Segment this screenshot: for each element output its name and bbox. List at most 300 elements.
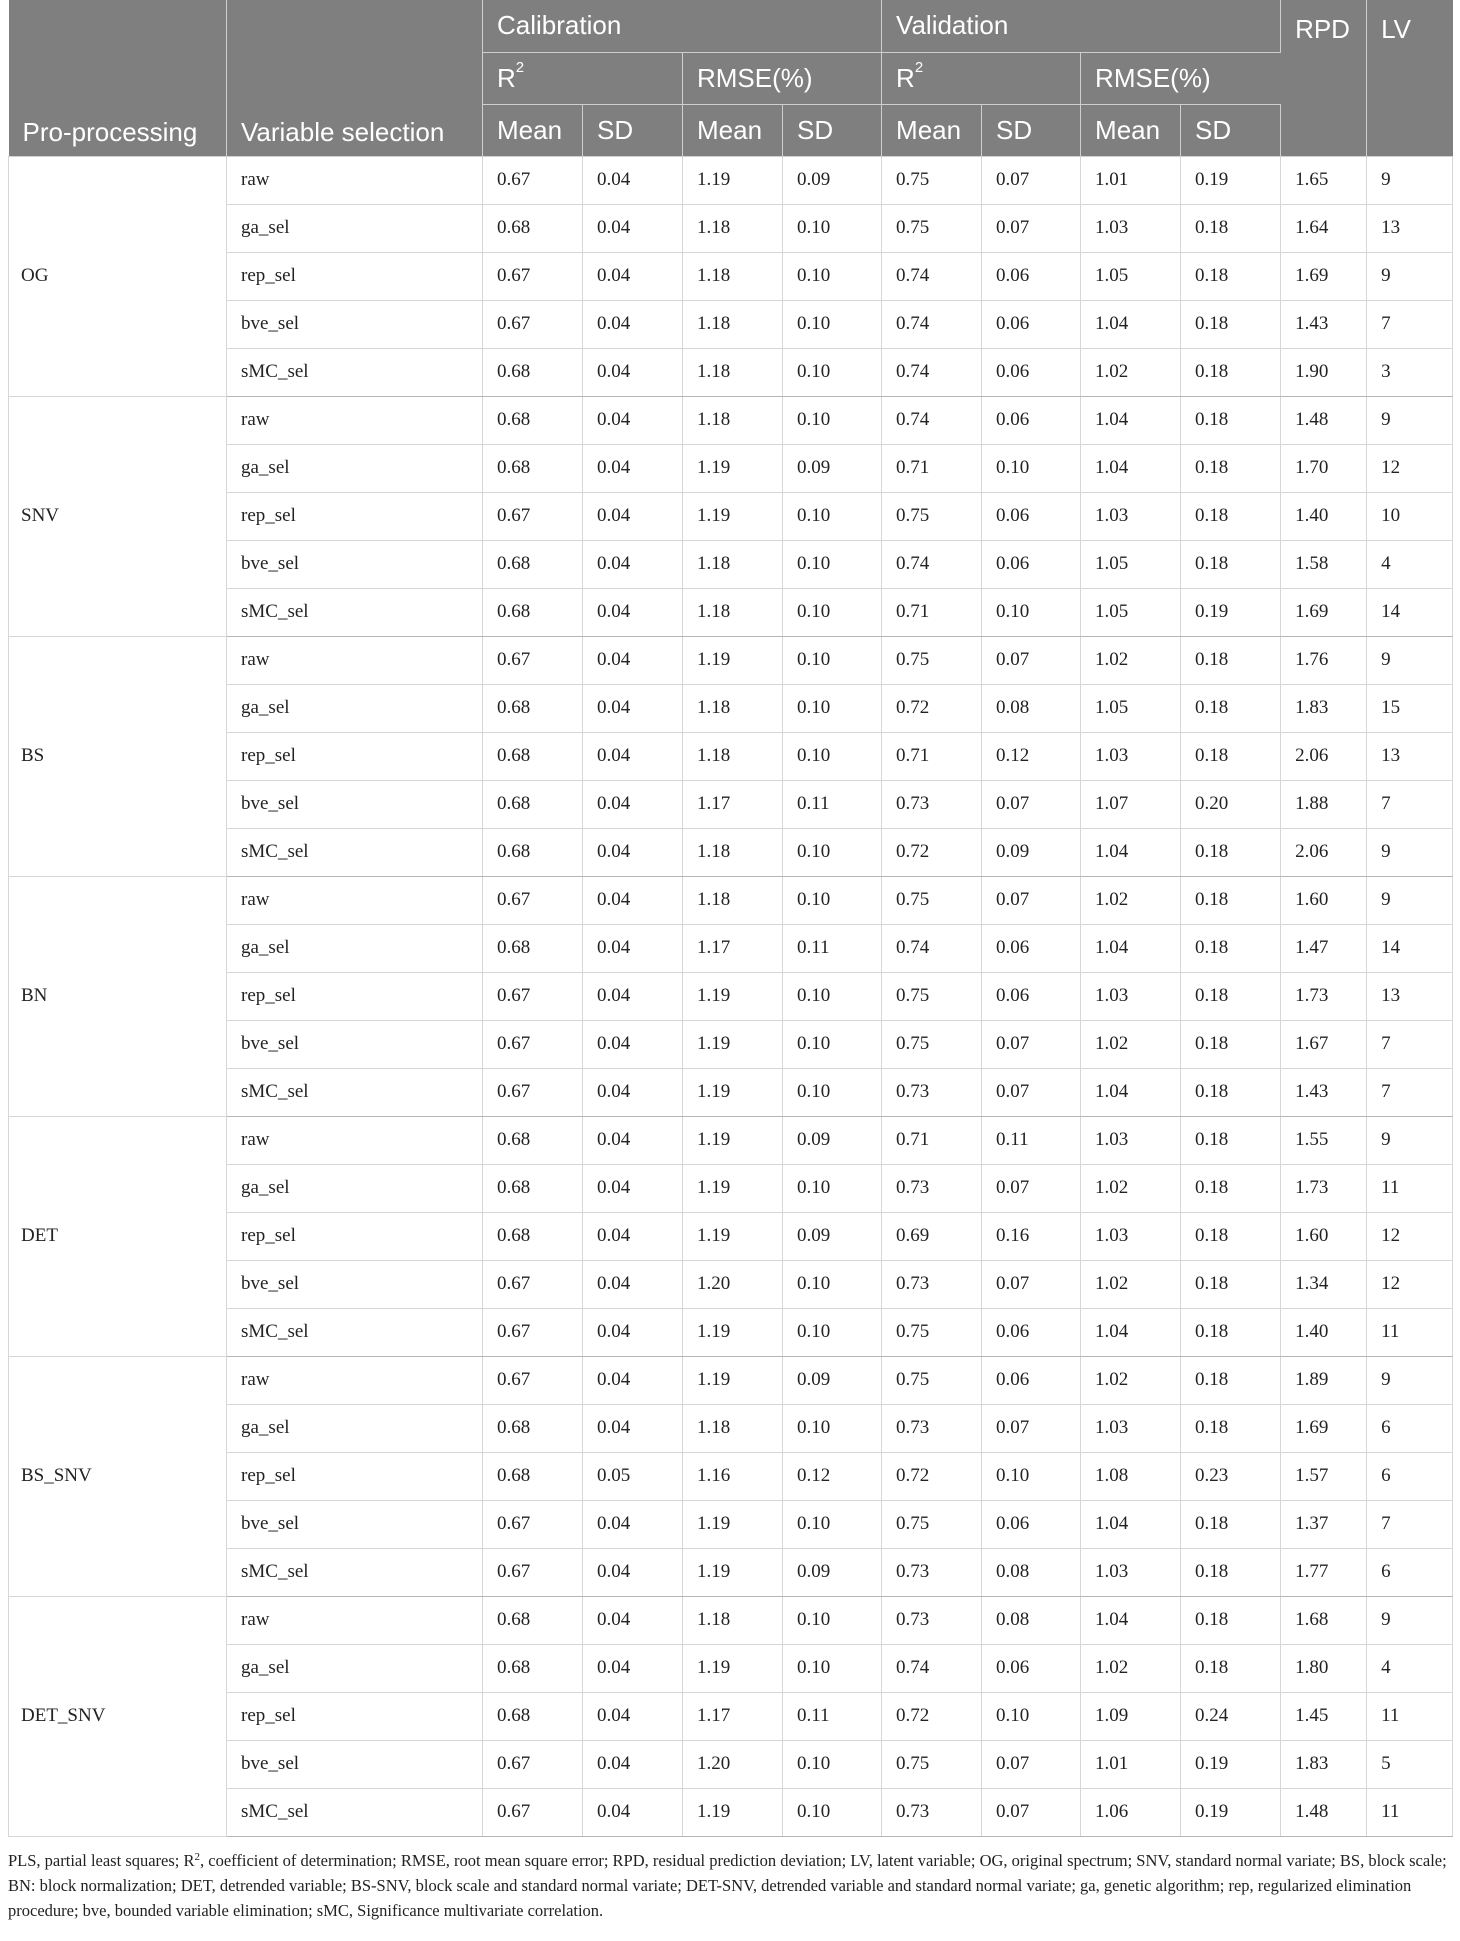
value-cell: 12 (1367, 1212, 1453, 1260)
header-cal-r2: $R^2$ (483, 52, 683, 104)
value-cell: 0.07 (982, 1020, 1081, 1068)
value-cell: 1.02 (1081, 876, 1181, 924)
value-cell: 3 (1367, 348, 1453, 396)
value-cell: 0.06 (982, 348, 1081, 396)
value-cell: 0.05 (583, 1452, 683, 1500)
value-cell: 1.18 (683, 684, 783, 732)
value-cell: 1.19 (683, 1788, 783, 1836)
value-cell: 0.07 (982, 1068, 1081, 1116)
value-cell: 0.73 (882, 1164, 982, 1212)
value-cell: 0.04 (583, 876, 683, 924)
value-cell: 1.18 (683, 204, 783, 252)
variable-selection-cell: sMC_sel (227, 828, 483, 876)
value-cell: 1.19 (683, 1164, 783, 1212)
value-cell: 9 (1367, 828, 1453, 876)
header-lv: LV (1367, 0, 1453, 156)
value-cell: 0.68 (483, 1164, 583, 1212)
value-cell: 0.09 (783, 1356, 882, 1404)
value-cell: 0.09 (783, 1212, 882, 1260)
value-cell: 1.02 (1081, 1164, 1181, 1212)
value-cell: 1.02 (1081, 636, 1181, 684)
variable-selection-cell: bve_sel (227, 1500, 483, 1548)
header-sd: SD (1181, 104, 1281, 156)
variable-selection-cell: ga_sel (227, 684, 483, 732)
value-cell: 0.75 (882, 972, 982, 1020)
value-cell: 2.06 (1281, 732, 1367, 780)
value-cell: 0.74 (882, 924, 982, 972)
value-cell: 7 (1367, 780, 1453, 828)
value-cell: 0.71 (882, 588, 982, 636)
value-cell: 0.10 (783, 540, 882, 588)
value-cell: 1.16 (683, 1452, 783, 1500)
value-cell: 0.11 (783, 924, 882, 972)
value-cell: 0.18 (1181, 1308, 1281, 1356)
value-cell: 0.07 (982, 1740, 1081, 1788)
value-cell: 7 (1367, 1068, 1453, 1116)
header-mean: Mean (882, 104, 982, 156)
value-cell: 0.10 (783, 1308, 882, 1356)
value-cell: 1.03 (1081, 1116, 1181, 1164)
value-cell: 1.06 (1081, 1788, 1181, 1836)
value-cell: 1.60 (1281, 1212, 1367, 1260)
value-cell: 0.09 (783, 156, 882, 204)
value-cell: 0.04 (583, 924, 683, 972)
value-cell: 0.67 (483, 876, 583, 924)
value-cell: 0.68 (483, 588, 583, 636)
value-cell: 0.71 (882, 1116, 982, 1164)
value-cell: 0.68 (483, 348, 583, 396)
value-cell: 1.19 (683, 444, 783, 492)
variable-selection-cell: ga_sel (227, 1404, 483, 1452)
value-cell: 0.69 (882, 1212, 982, 1260)
variable-selection-cell: rep_sel (227, 1212, 483, 1260)
value-cell: 1.07 (1081, 780, 1181, 828)
value-cell: 0.04 (583, 1116, 683, 1164)
value-cell: 0.72 (882, 684, 982, 732)
variable-selection-cell: rep_sel (227, 492, 483, 540)
value-cell: 4 (1367, 1644, 1453, 1692)
value-cell: 0.74 (882, 348, 982, 396)
variable-selection-cell: bve_sel (227, 300, 483, 348)
value-cell: 1.04 (1081, 444, 1181, 492)
table-row (9, 156, 1453, 204)
value-cell: 1.40 (1281, 492, 1367, 540)
header-mean: Mean (683, 104, 783, 156)
value-cell: 7 (1367, 300, 1453, 348)
value-cell: 0.68 (483, 732, 583, 780)
value-cell: 1.02 (1081, 1260, 1181, 1308)
value-cell: 0.18 (1181, 1020, 1281, 1068)
value-cell: 0.08 (982, 684, 1081, 732)
table-row (9, 1116, 1453, 1164)
value-cell: 0.06 (982, 1500, 1081, 1548)
variable-selection-cell: rep_sel (227, 972, 483, 1020)
value-cell: 0.75 (882, 1740, 982, 1788)
value-cell: 0.04 (583, 588, 683, 636)
value-cell: 0.10 (783, 1596, 882, 1644)
value-cell: 0.10 (982, 1692, 1081, 1740)
value-cell: 0.18 (1181, 972, 1281, 1020)
value-cell: 1.18 (683, 588, 783, 636)
value-cell: 1.73 (1281, 1164, 1367, 1212)
value-cell: 4 (1367, 540, 1453, 588)
variable-selection-cell: ga_sel (227, 204, 483, 252)
value-cell: 0.04 (583, 156, 683, 204)
value-cell: 0.68 (483, 396, 583, 444)
value-cell: 1.47 (1281, 924, 1367, 972)
value-cell: 0.10 (783, 1260, 882, 1308)
value-cell: 0.74 (882, 300, 982, 348)
value-cell: 0.18 (1181, 492, 1281, 540)
value-cell: 0.74 (882, 1644, 982, 1692)
value-cell: 0.10 (783, 348, 882, 396)
value-cell: 0.10 (783, 588, 882, 636)
value-cell: 12 (1367, 1260, 1453, 1308)
variable-selection-cell: rep_sel (227, 1452, 483, 1500)
value-cell: 1.03 (1081, 1212, 1181, 1260)
table-header (9, 0, 1453, 156)
value-cell: 0.75 (882, 876, 982, 924)
value-cell: 9 (1367, 636, 1453, 684)
value-cell: 0.18 (1181, 396, 1281, 444)
value-cell: 9 (1367, 252, 1453, 300)
header-sd: SD (783, 104, 882, 156)
value-cell: 0.09 (783, 1116, 882, 1164)
value-cell: 1.02 (1081, 1644, 1181, 1692)
value-cell: 5 (1367, 1740, 1453, 1788)
variable-selection-cell: rep_sel (227, 252, 483, 300)
value-cell: 1.18 (683, 396, 783, 444)
value-cell: 1.03 (1081, 1548, 1181, 1596)
header-variable-selection: Variable selection (227, 0, 483, 156)
value-cell: 9 (1367, 1356, 1453, 1404)
value-cell: 0.67 (483, 1068, 583, 1116)
value-cell: 0.67 (483, 1020, 583, 1068)
value-cell: 1.20 (683, 1740, 783, 1788)
value-cell: 0.07 (982, 876, 1081, 924)
value-cell: 1.89 (1281, 1356, 1367, 1404)
value-cell: 1.19 (683, 636, 783, 684)
table-row (9, 1356, 1453, 1404)
value-cell: 1.69 (1281, 588, 1367, 636)
value-cell: 0.10 (982, 444, 1081, 492)
value-cell: 0.04 (583, 204, 683, 252)
value-cell: 0.73 (882, 1548, 982, 1596)
value-cell: 0.04 (583, 828, 683, 876)
value-cell: 1.64 (1281, 204, 1367, 252)
value-cell: 0.04 (583, 1500, 683, 1548)
value-cell: 0.06 (982, 1356, 1081, 1404)
value-cell: 0.68 (483, 1692, 583, 1740)
value-cell: 0.11 (982, 1116, 1081, 1164)
value-cell: 0.18 (1181, 1644, 1281, 1692)
value-cell: 1.04 (1081, 300, 1181, 348)
variable-selection-cell: bve_sel (227, 1020, 483, 1068)
value-cell: 0.75 (882, 1308, 982, 1356)
header-mean: Mean (1081, 104, 1181, 156)
value-cell: 0.67 (483, 636, 583, 684)
value-cell: 0.04 (583, 300, 683, 348)
value-cell: 0.07 (982, 1260, 1081, 1308)
value-cell: 1.18 (683, 1596, 783, 1644)
value-cell: 0.67 (483, 1548, 583, 1596)
value-cell: 0.11 (783, 1692, 882, 1740)
value-cell: 1.02 (1081, 1020, 1181, 1068)
results-table (8, 0, 1453, 1837)
value-cell: 0.18 (1181, 876, 1281, 924)
group-label: BS (9, 636, 227, 876)
value-cell: 1.83 (1281, 1740, 1367, 1788)
value-cell: 0.07 (982, 780, 1081, 828)
value-cell: 1.03 (1081, 1404, 1181, 1452)
value-cell: 0.07 (982, 156, 1081, 204)
value-cell: 0.68 (483, 924, 583, 972)
variable-selection-cell: raw (227, 636, 483, 684)
value-cell: 0.75 (882, 492, 982, 540)
value-cell: 0.67 (483, 1500, 583, 1548)
value-cell: 0.06 (982, 972, 1081, 1020)
value-cell: 0.18 (1181, 1356, 1281, 1404)
value-cell: 0.72 (882, 1692, 982, 1740)
variable-selection-cell: sMC_sel (227, 1308, 483, 1356)
value-cell: 0.68 (483, 444, 583, 492)
value-cell: 0.04 (583, 1404, 683, 1452)
value-cell: 0.04 (583, 1740, 683, 1788)
value-cell: 1.69 (1281, 252, 1367, 300)
value-cell: 0.10 (783, 972, 882, 1020)
header-sd: SD (583, 104, 683, 156)
value-cell: 0.18 (1181, 348, 1281, 396)
value-cell: 9 (1367, 876, 1453, 924)
value-cell: 1.19 (683, 1356, 783, 1404)
value-cell: 0.18 (1181, 300, 1281, 348)
value-cell: 1.05 (1081, 684, 1181, 732)
value-cell: 1.05 (1081, 540, 1181, 588)
value-cell: 0.07 (982, 1164, 1081, 1212)
value-cell: 0.72 (882, 828, 982, 876)
value-cell: 0.67 (483, 300, 583, 348)
value-cell: 0.10 (783, 876, 882, 924)
value-cell: 1.43 (1281, 1068, 1367, 1116)
value-cell: 1.19 (683, 1308, 783, 1356)
value-cell: 0.08 (982, 1596, 1081, 1644)
value-cell: 11 (1367, 1164, 1453, 1212)
value-cell: 0.18 (1181, 1596, 1281, 1644)
value-cell: 1.34 (1281, 1260, 1367, 1308)
value-cell: 1.90 (1281, 348, 1367, 396)
value-cell: 0.04 (583, 1548, 683, 1596)
value-cell: 2.06 (1281, 828, 1367, 876)
value-cell: 1.03 (1081, 732, 1181, 780)
value-cell: 12 (1367, 444, 1453, 492)
value-cell: 0.74 (882, 540, 982, 588)
value-cell: 0.04 (583, 684, 683, 732)
value-cell: 0.73 (882, 1404, 982, 1452)
value-cell: 0.18 (1181, 1500, 1281, 1548)
value-cell: 0.10 (783, 300, 882, 348)
value-cell: 1.18 (683, 732, 783, 780)
value-cell: 1.19 (683, 1644, 783, 1692)
value-cell: 1.04 (1081, 1500, 1181, 1548)
value-cell: 0.18 (1181, 1068, 1281, 1116)
variable-selection-cell: raw (227, 1116, 483, 1164)
value-cell: 0.18 (1181, 1212, 1281, 1260)
header-sd: SD (982, 104, 1081, 156)
value-cell: 0.10 (783, 684, 882, 732)
value-cell: 0.73 (882, 1068, 982, 1116)
value-cell: 1.68 (1281, 1596, 1367, 1644)
value-cell: 0.04 (583, 732, 683, 780)
value-cell: 1.02 (1081, 1356, 1181, 1404)
value-cell: 0.18 (1181, 732, 1281, 780)
value-cell: 11 (1367, 1308, 1453, 1356)
value-cell: 0.72 (882, 1452, 982, 1500)
variable-selection-cell: raw (227, 156, 483, 204)
value-cell: 1.03 (1081, 204, 1181, 252)
value-cell: 1.09 (1081, 1692, 1181, 1740)
value-cell: 0.04 (583, 1068, 683, 1116)
value-cell: 1.69 (1281, 1404, 1367, 1452)
value-cell: 1.19 (683, 1500, 783, 1548)
value-cell: 9 (1367, 156, 1453, 204)
value-cell: 1.80 (1281, 1644, 1367, 1692)
value-cell: 1.04 (1081, 1068, 1181, 1116)
value-cell: 1.03 (1081, 492, 1181, 540)
value-cell: 1.19 (683, 156, 783, 204)
variable-selection-cell: ga_sel (227, 1644, 483, 1692)
value-cell: 1.55 (1281, 1116, 1367, 1164)
value-cell: 0.12 (783, 1452, 882, 1500)
table-row (9, 636, 1453, 684)
value-cell: 0.24 (1181, 1692, 1281, 1740)
value-cell: 1.18 (683, 300, 783, 348)
value-cell: 0.10 (783, 636, 882, 684)
value-cell: 0.23 (1181, 1452, 1281, 1500)
value-cell: 1.17 (683, 780, 783, 828)
value-cell: 0.10 (783, 1068, 882, 1116)
value-cell: 13 (1367, 204, 1453, 252)
value-cell: 0.68 (483, 780, 583, 828)
value-cell: 0.68 (483, 1212, 583, 1260)
value-cell: 0.20 (1181, 780, 1281, 828)
value-cell: 0.74 (882, 396, 982, 444)
value-cell: 0.10 (783, 732, 882, 780)
variable-selection-cell: sMC_sel (227, 588, 483, 636)
value-cell: 0.10 (783, 1740, 882, 1788)
variable-selection-cell: sMC_sel (227, 1068, 483, 1116)
value-cell: 0.19 (1181, 156, 1281, 204)
value-cell: 6 (1367, 1404, 1453, 1452)
variable-selection-cell: raw (227, 1596, 483, 1644)
value-cell: 0.67 (483, 1260, 583, 1308)
value-cell: 1.19 (683, 1548, 783, 1596)
value-cell: 0.18 (1181, 1260, 1281, 1308)
value-cell: 0.10 (783, 1164, 882, 1212)
value-cell: 0.07 (982, 1788, 1081, 1836)
value-cell: 1.77 (1281, 1548, 1367, 1596)
value-cell: 1.03 (1081, 972, 1181, 1020)
value-cell: 0.68 (483, 1452, 583, 1500)
value-cell: 1.19 (683, 972, 783, 1020)
value-cell: 0.18 (1181, 1164, 1281, 1212)
value-cell: 1.19 (683, 1116, 783, 1164)
value-cell: 1.04 (1081, 1596, 1181, 1644)
group-label: BN (9, 876, 227, 1116)
value-cell: 0.68 (483, 1644, 583, 1692)
value-cell: 0.06 (982, 1308, 1081, 1356)
value-cell: 0.04 (583, 1644, 683, 1692)
value-cell: 0.04 (583, 1212, 683, 1260)
header-validation: Validation (882, 0, 1281, 52)
value-cell: 0.18 (1181, 252, 1281, 300)
variable-selection-cell: sMC_sel (227, 348, 483, 396)
value-cell: 14 (1367, 924, 1453, 972)
value-cell: 0.10 (982, 588, 1081, 636)
variable-selection-cell: raw (227, 876, 483, 924)
variable-selection-cell: bve_sel (227, 1740, 483, 1788)
value-cell: 11 (1367, 1788, 1453, 1836)
value-cell: 0.68 (483, 1596, 583, 1644)
header-calibration: Calibration (483, 0, 882, 52)
value-cell: 0.19 (1181, 1788, 1281, 1836)
value-cell: 0.04 (583, 1788, 683, 1836)
variable-selection-cell: sMC_sel (227, 1788, 483, 1836)
value-cell: 0.73 (882, 1596, 982, 1644)
value-cell: 1.73 (1281, 972, 1367, 1020)
value-cell: 7 (1367, 1020, 1453, 1068)
value-cell: 0.18 (1181, 828, 1281, 876)
value-cell: 1.01 (1081, 156, 1181, 204)
value-cell: 1.43 (1281, 300, 1367, 348)
value-cell: 1.20 (683, 1260, 783, 1308)
value-cell: 0.10 (783, 828, 882, 876)
value-cell: 0.75 (882, 1356, 982, 1404)
value-cell: 0.73 (882, 1260, 982, 1308)
value-cell: 1.18 (683, 876, 783, 924)
value-cell: 0.67 (483, 972, 583, 1020)
value-cell: 0.04 (583, 972, 683, 1020)
variable-selection-cell: ga_sel (227, 444, 483, 492)
value-cell: 0.75 (882, 1020, 982, 1068)
header-val-rmse: RMSE(%) (1081, 52, 1281, 104)
results-table-container (8, 0, 1452, 1837)
value-cell: 1.05 (1081, 252, 1181, 300)
value-cell: 0.68 (483, 540, 583, 588)
value-cell: 0.12 (982, 732, 1081, 780)
table-row (9, 1596, 1453, 1644)
value-cell: 0.75 (882, 1500, 982, 1548)
value-cell: 0.04 (583, 252, 683, 300)
variable-selection-cell: raw (227, 396, 483, 444)
value-cell: 1.76 (1281, 636, 1367, 684)
value-cell: 0.10 (783, 492, 882, 540)
value-cell: 0.09 (783, 444, 882, 492)
value-cell: 0.06 (982, 492, 1081, 540)
value-cell: 0.18 (1181, 540, 1281, 588)
variable-selection-cell: raw (227, 1356, 483, 1404)
value-cell: 0.75 (882, 156, 982, 204)
value-cell: 6 (1367, 1548, 1453, 1596)
value-cell: 0.16 (982, 1212, 1081, 1260)
value-cell: 0.06 (982, 1644, 1081, 1692)
value-cell: 0.06 (982, 252, 1081, 300)
value-cell: 9 (1367, 1116, 1453, 1164)
value-cell: 0.04 (583, 1260, 683, 1308)
value-cell: 0.18 (1181, 1116, 1281, 1164)
table-row (9, 876, 1453, 924)
value-cell: 0.19 (1181, 1740, 1281, 1788)
value-cell: 0.67 (483, 1356, 583, 1404)
